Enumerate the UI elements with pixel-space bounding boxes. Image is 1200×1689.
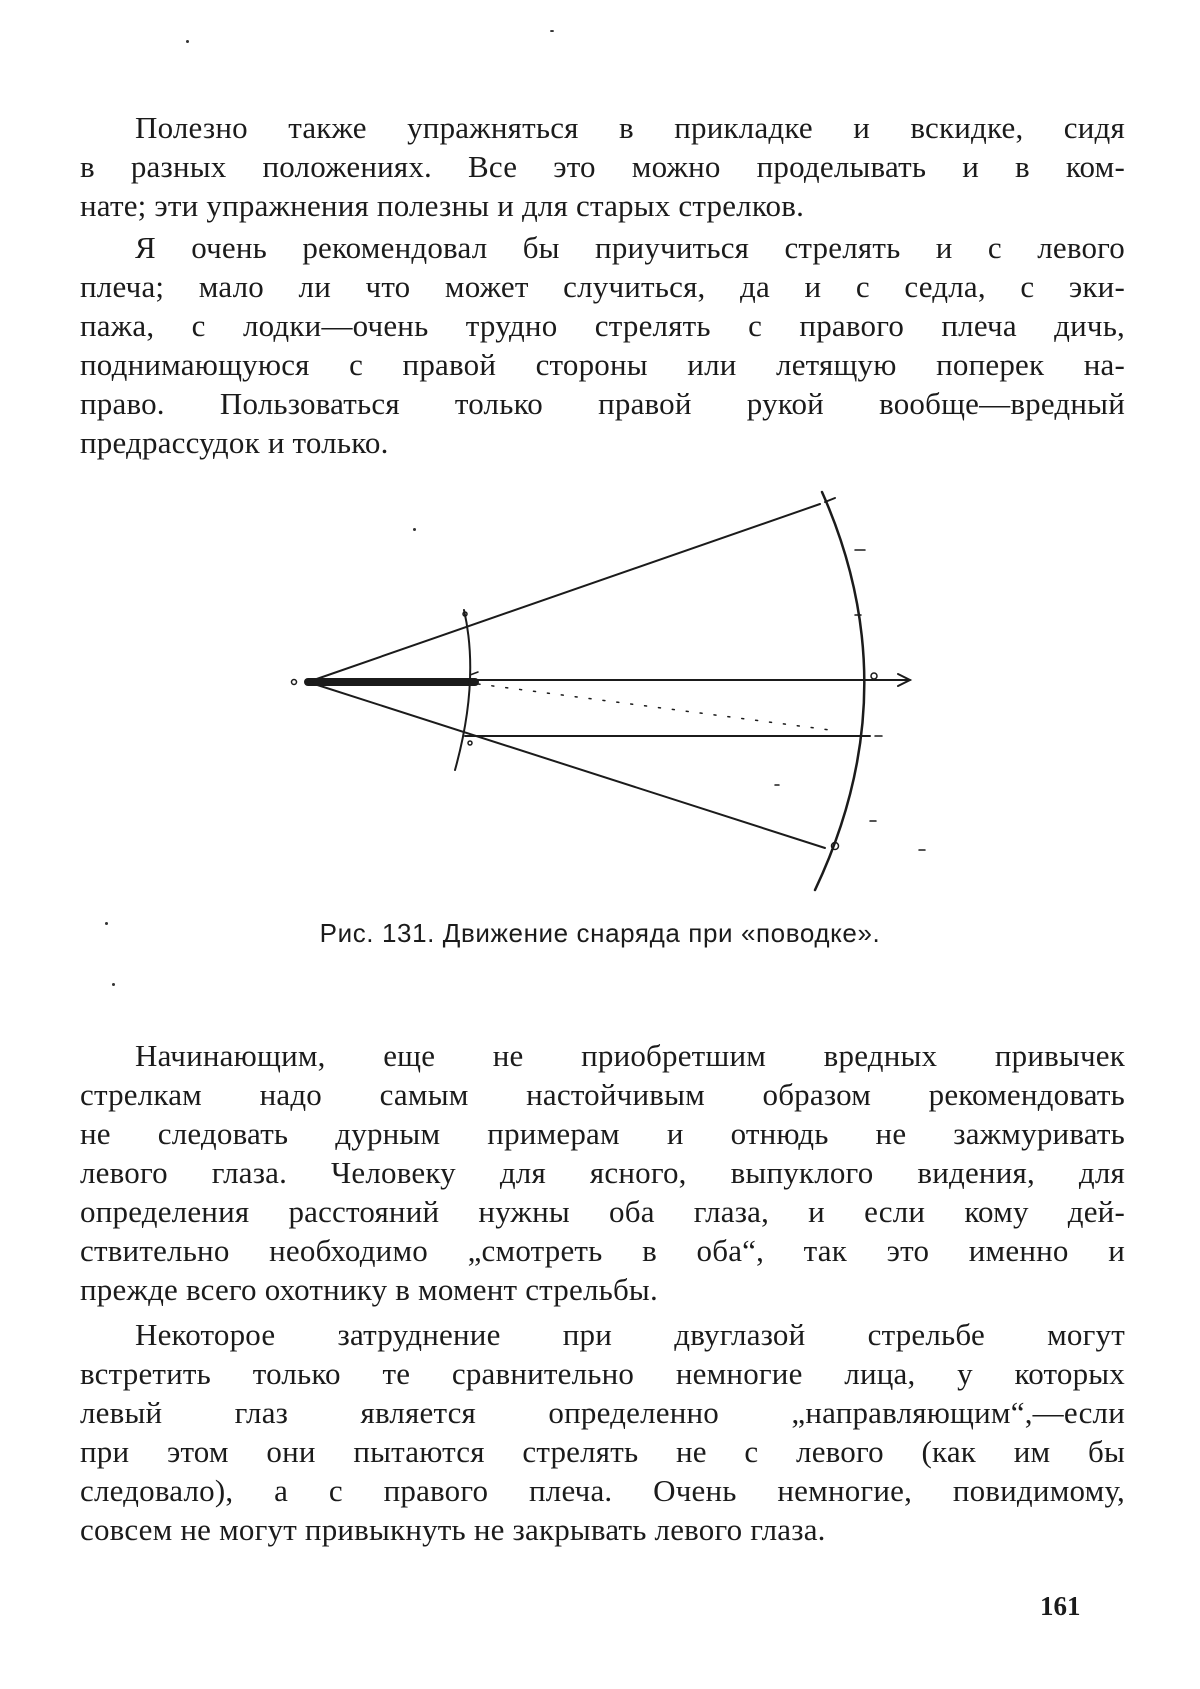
text-line: поднимающуюся с правой стороны или летящую поперек на-: [80, 347, 1125, 382]
text-line: совсем не могут привыкнуть не закрывать левого глаза.: [80, 1512, 826, 1547]
text-line: Полезно также упражняться в прикладке и вскидке, сидя: [135, 110, 1125, 145]
paragraph-1: [80, 108, 1125, 225]
text-line: левый глаз является определенно „направляющим“,—если: [80, 1395, 1125, 1430]
text-line: не следовать дурным примерам и отнюдь не зажмуривать: [80, 1116, 1125, 1151]
text-line: стрелкам надо самым настойчивым образом рекомендовать: [80, 1077, 1125, 1112]
text-line: нате; эти упражнения полезны и для старых стрелков.: [80, 188, 805, 223]
text-line: встретить только те сравнительно немногие лица, у которых: [80, 1356, 1125, 1391]
paragraph-2: [80, 228, 1125, 462]
text-line: Я очень рекомендовал бы приучиться стрелять и с левого: [135, 230, 1125, 265]
scan-speck: [550, 30, 554, 32]
paragraph-4: [80, 1315, 1125, 1549]
text-line: определения расстояний нужны оба глаза, и если кому дей-: [80, 1194, 1125, 1229]
scan-speck: [186, 40, 189, 43]
text-line: Некоторое затруднение при двуглазой стрельбе могут: [135, 1317, 1125, 1352]
text-line: предрассудок и только.: [80, 425, 389, 460]
figure-131-diagram: [270, 490, 930, 900]
text-line: при этом они пытаются стрелять не с левого (как им бы: [80, 1434, 1125, 1469]
text-line: левого глаза. Человеку для ясного, выпуклого видения, для: [80, 1155, 1125, 1190]
text-line: Начинающим, еще не приобретшим вредных привычек: [135, 1038, 1125, 1073]
text-line: плеча; мало ли что может случиться, да и с седла, с эки-: [80, 269, 1125, 304]
upper-ray: [308, 504, 820, 682]
lower-ray: [308, 682, 825, 848]
origin-mark: [292, 680, 297, 685]
scan-speck: [112, 983, 115, 986]
dotted-trajectory: [478, 684, 830, 730]
text-line: ствительно необходимо „смотреть в оба“, так это именно и: [80, 1233, 1125, 1268]
lead-diagram-svg: [270, 490, 930, 900]
figure-caption: Рис. 131. Движение снаряда при «поводке».: [319, 918, 881, 948]
text-line: прежде всего охотнику в момент стрельбы.: [80, 1272, 658, 1307]
outer-arc: [815, 492, 864, 890]
inner-arc: [455, 610, 470, 770]
page-number: 161: [1040, 1591, 1081, 1621]
text-line: в разных положениях. Все это можно проделывать и в ком-: [80, 149, 1125, 184]
text-line: пажа, с лодки—очень трудно стрелять с правого плеча дичь,: [80, 308, 1125, 343]
text-line: следовало), а с правого плеча. Очень немногие, повидимому,: [80, 1473, 1125, 1508]
scan-speck: [105, 922, 108, 925]
scan-speck: [413, 528, 416, 531]
paragraph-3: [80, 1036, 1125, 1309]
text-line: право. Пользоваться только правой рукой вообще—вредный: [80, 386, 1125, 421]
